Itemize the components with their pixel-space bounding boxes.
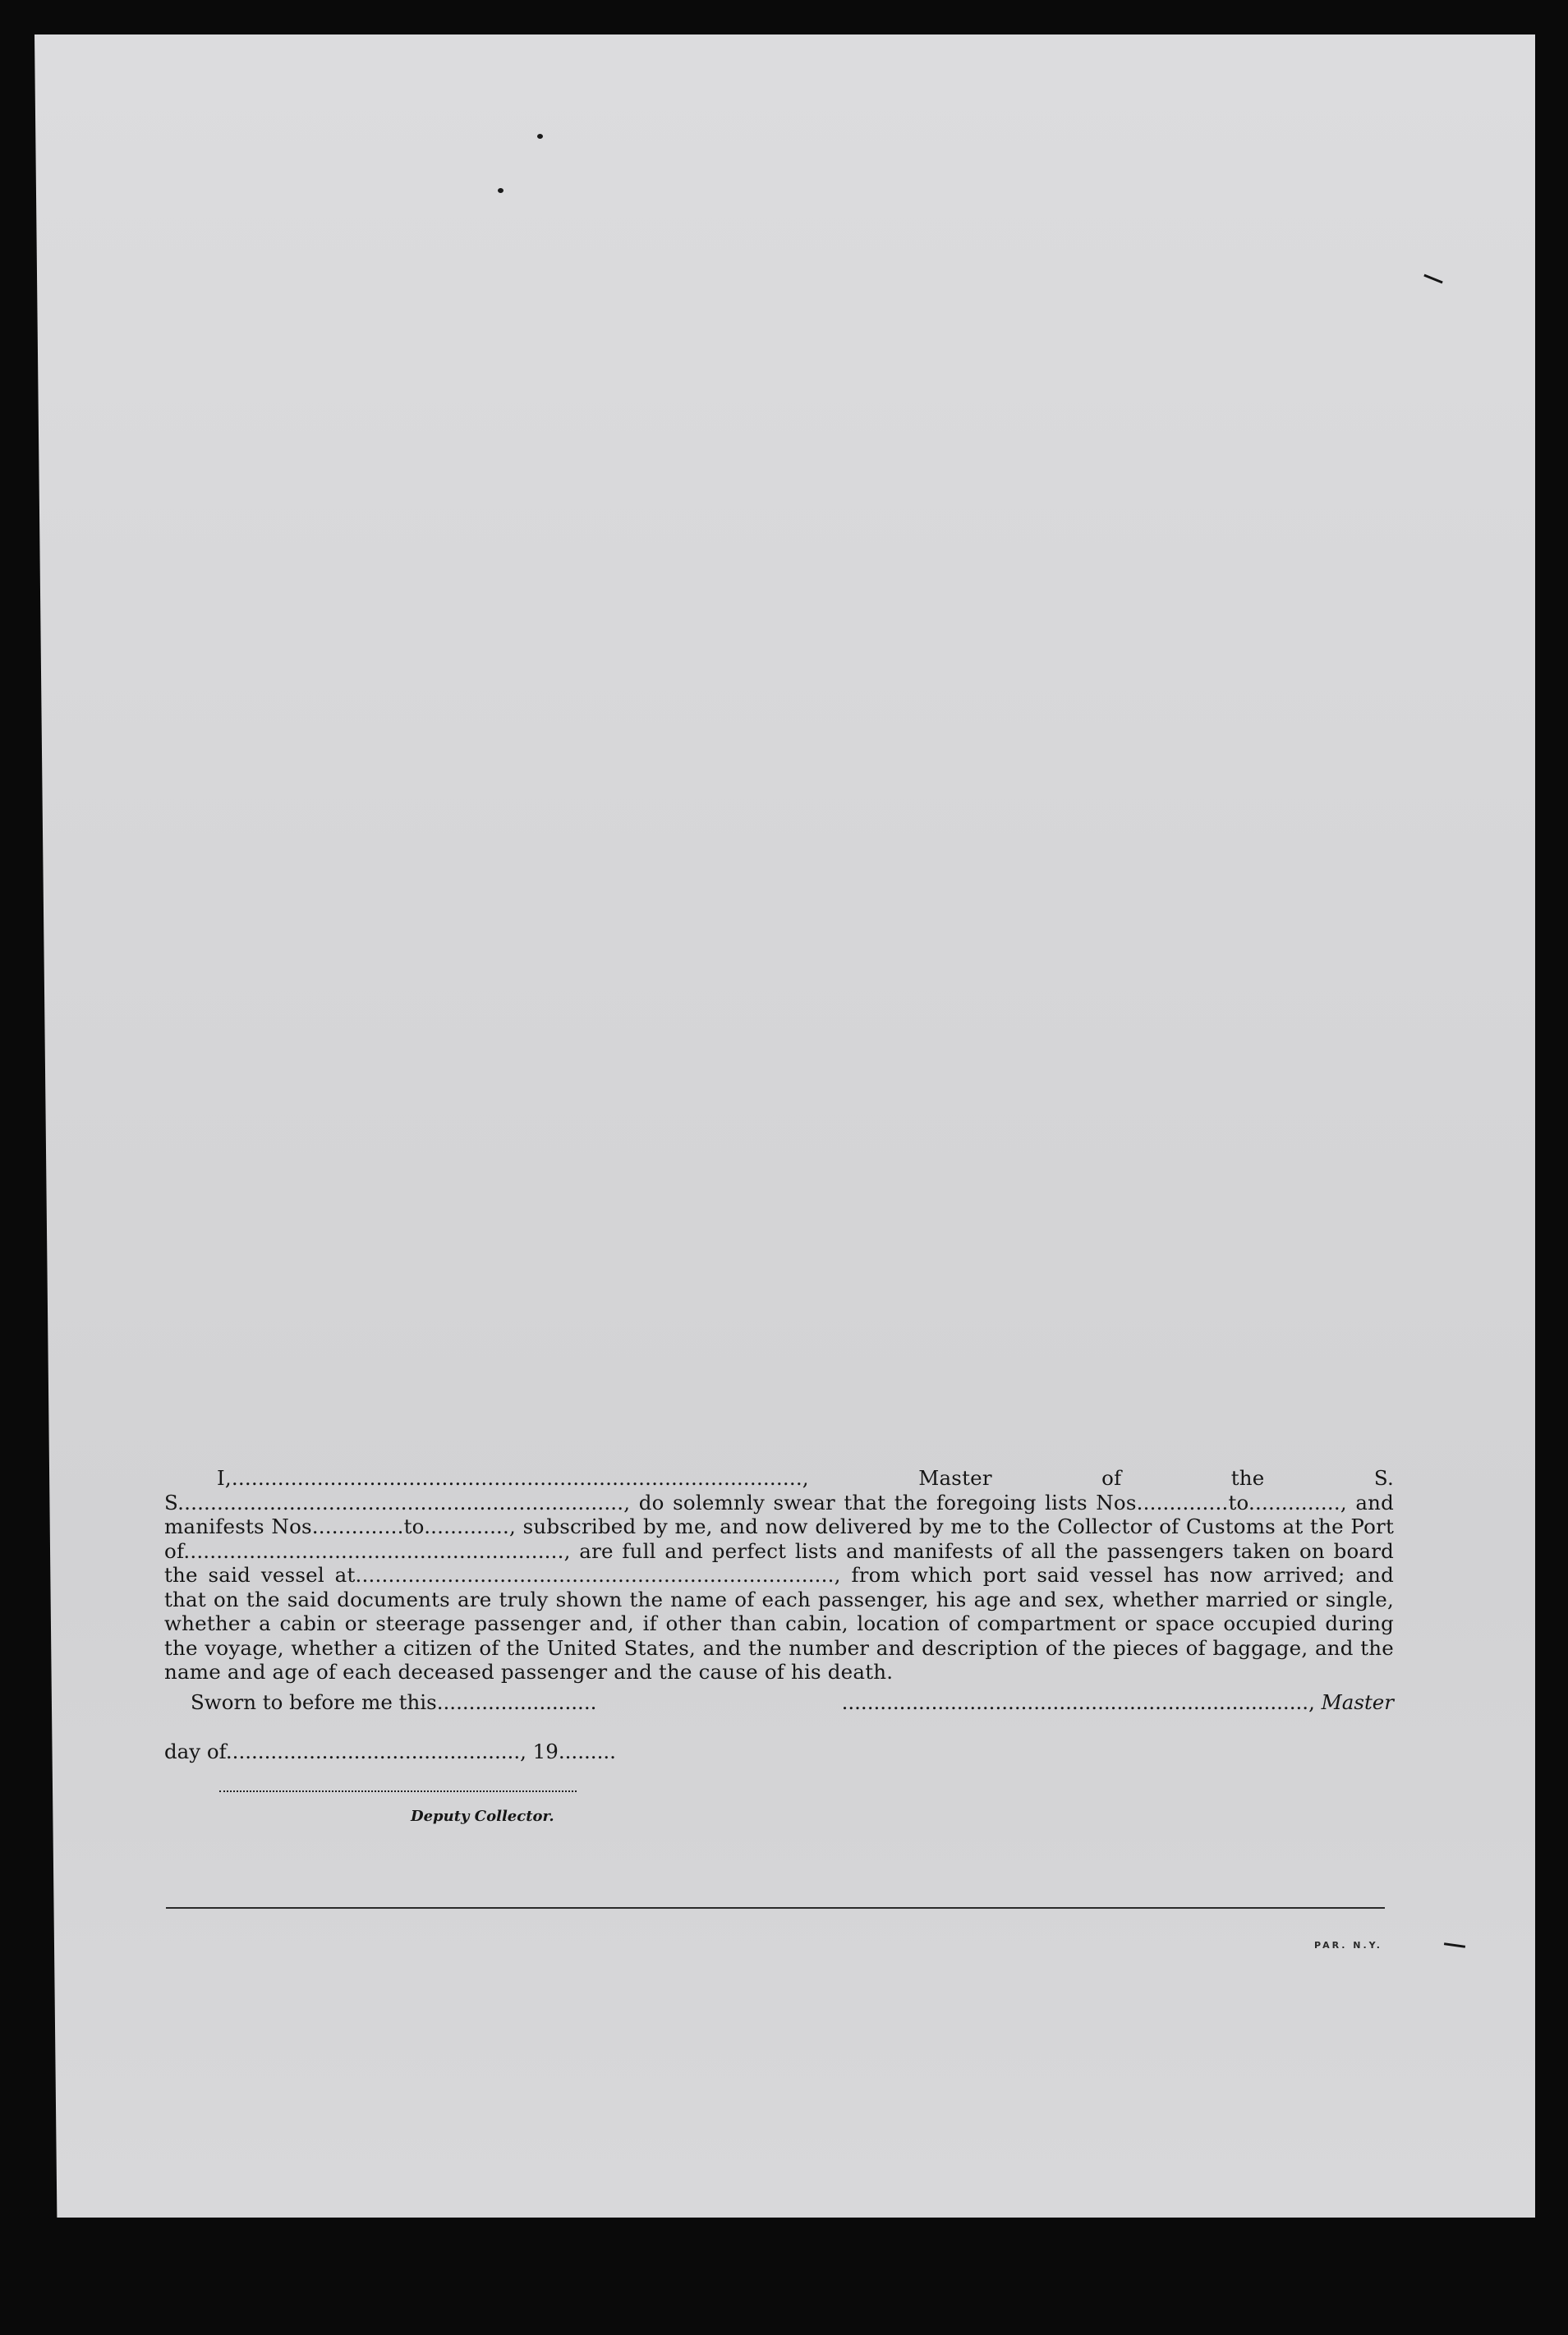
- ink-speck: [498, 188, 504, 193]
- master-label: Master: [1321, 1690, 1394, 1714]
- master-signature-line: [842, 1690, 1394, 1714]
- ink-speck: [537, 134, 543, 139]
- master-signature-dots: .........................................................................,: [841, 1690, 1315, 1714]
- document-sheet: [34, 34, 1535, 2218]
- master-oath-text: [164, 1466, 1394, 1685]
- footer-rule: [166, 1907, 1385, 1909]
- oath-paragraph: I,......................................................................................., Master of the S. S...................................................................., do solemnly swear that the foregoing lists Nos..............to.............., and manifests Nos..............to............., subscribed by me, and now delivered by me to the Collector of Customs at the Port of.........................................................., are full and perfect lists and manifests of all the passengers taken on board the said vessel at........................................................................., from which port said vessel has now arrived; and that on the said documents are truly shown the name of each passenger, his age and sex, whether married or single, whether a cabin or steerage passenger and, if other than cabin, location of compartment or space occupied during the voyage, whether a citizen of the United States, and the number and description of the pieces of baggage, and the name and age of each deceased passenger and the cause of his death.: [164, 1466, 1394, 1684]
- deputy-signature-line: [219, 1790, 577, 1792]
- sworn-to-line: Sworn to before me this.........................: [191, 1690, 597, 1714]
- day-of-line: day of.............................................., 19.........: [164, 1740, 616, 1763]
- deputy-collector-label: Deputy Collector.: [411, 1808, 554, 1825]
- printer-mark: PAR. N.Y.: [1314, 1940, 1382, 1951]
